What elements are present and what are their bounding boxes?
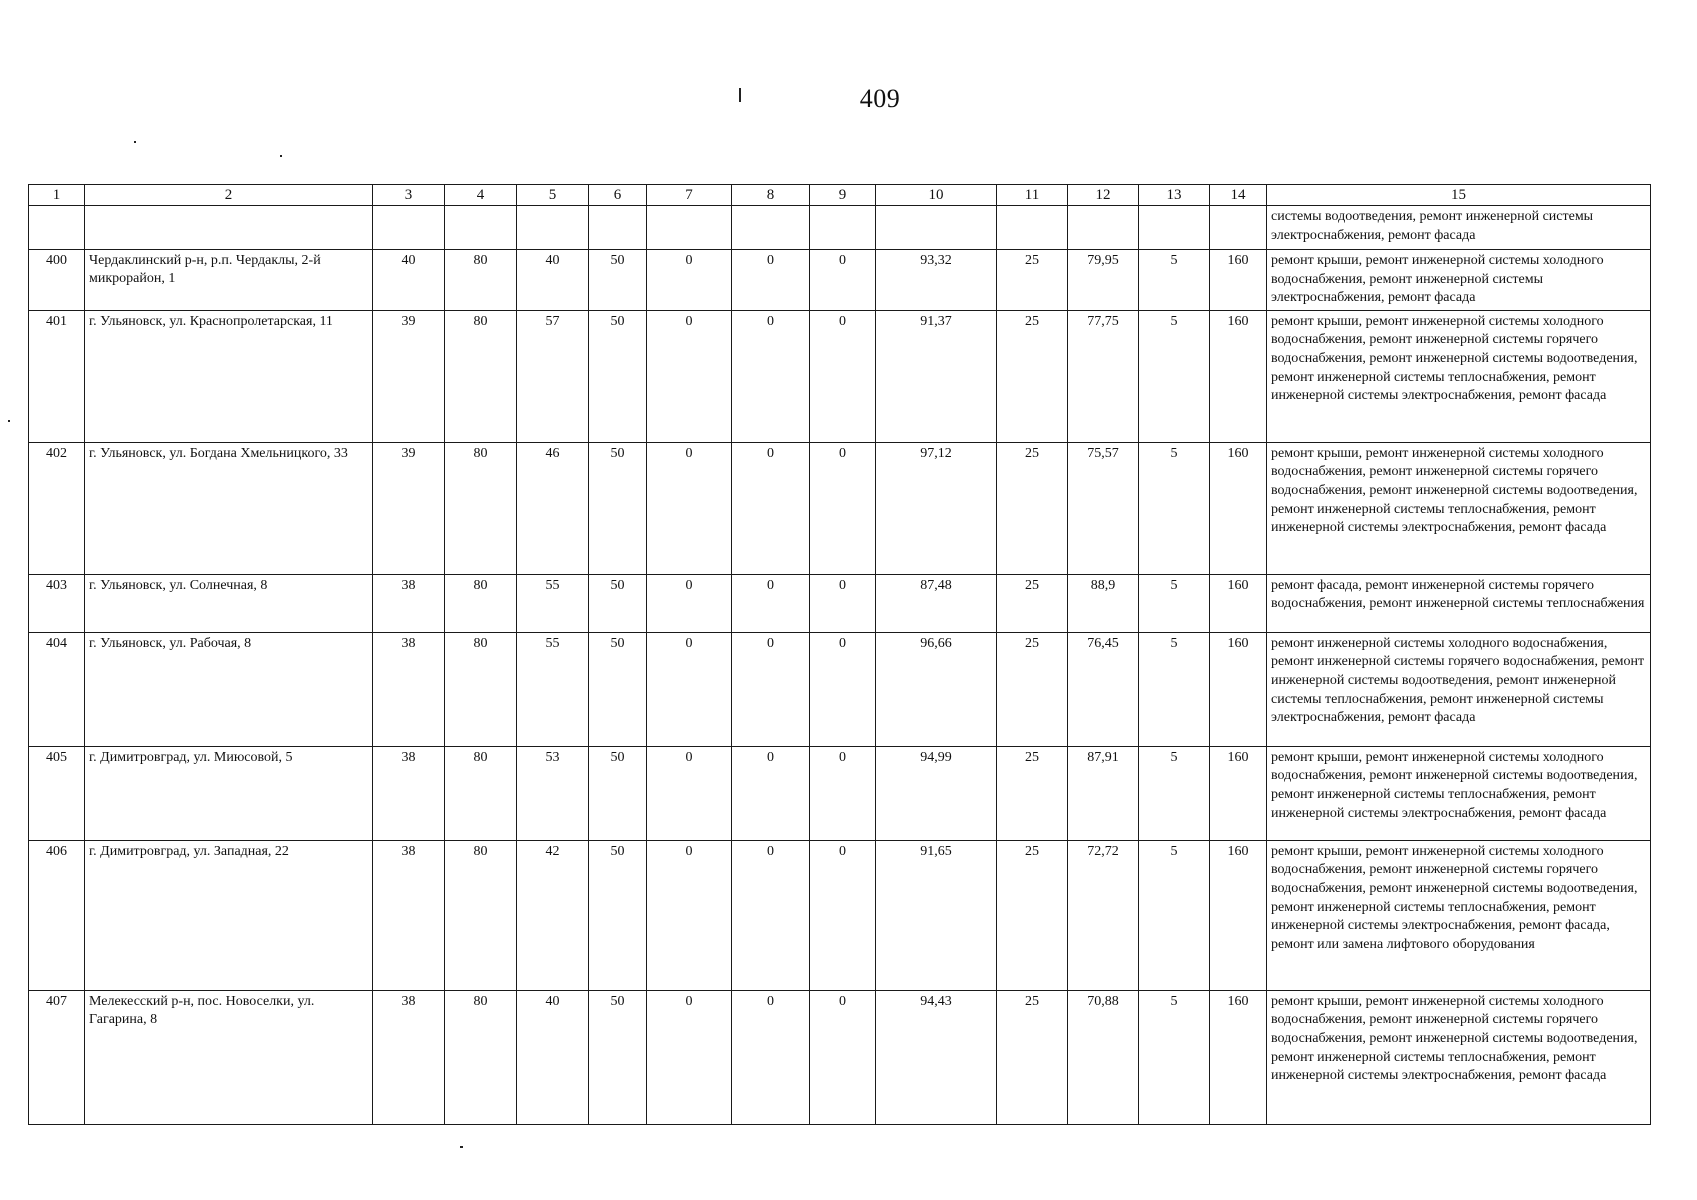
value-cell: 40 — [517, 250, 589, 311]
value-cell: 25 — [997, 840, 1068, 990]
value-cell: 0 — [732, 574, 810, 632]
scan-dot — [460, 1146, 463, 1148]
value-cell: 50 — [589, 990, 647, 1124]
value-cell: 39 — [373, 442, 445, 574]
continuation-row — [29, 206, 1651, 250]
value-cell: 42 — [517, 840, 589, 990]
table-row — [29, 442, 1651, 574]
value-cell: 80 — [445, 442, 517, 574]
value-cell: 88,9 — [1068, 574, 1139, 632]
value-cell: 5 — [1139, 574, 1210, 632]
value-cell: 76,45 — [1068, 632, 1139, 746]
works-cell: ремонт крыши, ремонт инженерной системы холодного водоснабжения, ремонт инженерной системы электроснабжения, ремонт фасада — [1267, 250, 1651, 311]
value-cell: 0 — [810, 990, 876, 1124]
value-cell: 80 — [445, 990, 517, 1124]
value-cell: 160 — [1210, 746, 1267, 840]
address-cell: Чердаклинский р-н, р.п. Чердаклы, 2-й микрорайон, 1 — [85, 250, 373, 311]
column-header: 4 — [445, 185, 517, 206]
value-cell: 0 — [647, 632, 732, 746]
value-cell: 93,32 — [876, 250, 997, 311]
value-cell: 80 — [445, 840, 517, 990]
value-cell: 50 — [589, 746, 647, 840]
value-cell: 5 — [1139, 632, 1210, 746]
value-cell: 0 — [810, 310, 876, 442]
value-cell: 0 — [647, 840, 732, 990]
value-cell: 80 — [445, 746, 517, 840]
column-header: 1 — [29, 185, 85, 206]
column-header: 8 — [732, 185, 810, 206]
table-row — [29, 310, 1651, 442]
value-cell: 38 — [373, 632, 445, 746]
value-cell: 39 — [373, 310, 445, 442]
value-cell: 0 — [732, 250, 810, 311]
address-cell: г. Ульяновск, ул. Солнечная, 8 — [85, 574, 373, 632]
value-cell: 80 — [445, 310, 517, 442]
value-cell: 5 — [1139, 310, 1210, 442]
value-cell: 40 — [373, 250, 445, 311]
value-cell: 5 — [1139, 250, 1210, 311]
value-cell: 0 — [732, 746, 810, 840]
value-cell: 50 — [589, 442, 647, 574]
value-cell: 5 — [1139, 840, 1210, 990]
address-cell: г. Ульяновск, ул. Богдана Хмельницкого, 33 — [85, 442, 373, 574]
column-header: 11 — [997, 185, 1068, 206]
value-cell: 160 — [1210, 840, 1267, 990]
value-cell: 50 — [589, 574, 647, 632]
value-cell: 0 — [810, 442, 876, 574]
value-cell: 55 — [517, 574, 589, 632]
empty-cell — [445, 206, 517, 250]
works-cell: ремонт крыши, ремонт инженерной системы холодного водоснабжения, ремонт инженерной системы водоотведения, ремонт инженерной системы теплоснабжения, ремонт инженерной системы электроснабжения, ремонт фасада — [1267, 746, 1651, 840]
works-cell: ремонт крыши, ремонт инженерной системы холодного водоснабжения, ремонт инженерной системы горячего водоснабжения, ремонт инженерной системы водоотведения, ремонт инженерной системы теплоснабжения, ремонт инженерной системы электроснабжения, ремонт фасада — [1267, 442, 1651, 574]
address-cell: г. Димитровград, ул. Миюсовой, 5 — [85, 746, 373, 840]
row-number: 406 — [29, 840, 85, 990]
value-cell: 40 — [517, 990, 589, 1124]
scan-dot — [134, 141, 136, 143]
value-cell: 25 — [997, 250, 1068, 311]
empty-cell — [517, 206, 589, 250]
row-number: 400 — [29, 250, 85, 311]
value-cell: 0 — [647, 250, 732, 311]
value-cell: 0 — [732, 310, 810, 442]
row-number: 402 — [29, 442, 85, 574]
value-cell: 5 — [1139, 990, 1210, 1124]
value-cell: 38 — [373, 746, 445, 840]
value-cell: 96,66 — [876, 632, 997, 746]
value-cell: 80 — [445, 574, 517, 632]
value-cell: 5 — [1139, 442, 1210, 574]
value-cell: 38 — [373, 840, 445, 990]
value-cell: 0 — [732, 442, 810, 574]
row-number: 405 — [29, 746, 85, 840]
value-cell: 91,37 — [876, 310, 997, 442]
value-cell: 50 — [589, 632, 647, 746]
value-cell: 70,88 — [1068, 990, 1139, 1124]
value-cell: 160 — [1210, 442, 1267, 574]
value-cell: 0 — [647, 990, 732, 1124]
works-cell: ремонт инженерной системы холодного водоснабжения, ремонт инженерной системы горячего водоснабжения, ремонт инженерной системы водоотведения, ремонт инженерной системы теплоснабжения, ремонт инженерной системы электроснабжения, ремонт фасада — [1267, 632, 1651, 746]
row-number: 401 — [29, 310, 85, 442]
value-cell: 87,48 — [876, 574, 997, 632]
row-number: 404 — [29, 632, 85, 746]
column-number-row — [29, 185, 1651, 206]
empty-cell — [997, 206, 1068, 250]
value-cell: 72,72 — [1068, 840, 1139, 990]
value-cell: 75,57 — [1068, 442, 1139, 574]
address-cell: г. Димитровград, ул. Западная, 22 — [85, 840, 373, 990]
value-cell: 25 — [997, 990, 1068, 1124]
empty-cell — [810, 206, 876, 250]
value-cell: 80 — [445, 632, 517, 746]
value-cell: 53 — [517, 746, 589, 840]
empty-cell — [29, 206, 85, 250]
repair-register-table — [28, 184, 1651, 1125]
works-continuation: системы водоотведения, ремонт инженерной системы электроснабжения, ремонт фасада — [1267, 206, 1651, 250]
value-cell: 91,65 — [876, 840, 997, 990]
column-header: 2 — [85, 185, 373, 206]
column-header: 14 — [1210, 185, 1267, 206]
value-cell: 50 — [589, 250, 647, 311]
works-cell: ремонт крыши, ремонт инженерной системы холодного водоснабжения, ремонт инженерной системы горячего водоснабжения, ремонт инженерной системы водоотведения, ремонт инженерной системы теплоснабжения, ремонт инженерной системы электроснабжения, ремонт фасада — [1267, 310, 1651, 442]
column-header: 9 — [810, 185, 876, 206]
value-cell: 0 — [647, 746, 732, 840]
address-cell: Мелекесский р-н, пос. Новоселки, ул. Гагарина, 8 — [85, 990, 373, 1124]
value-cell: 25 — [997, 310, 1068, 442]
value-cell: 160 — [1210, 632, 1267, 746]
value-cell: 25 — [997, 746, 1068, 840]
column-header: 7 — [647, 185, 732, 206]
column-header: 6 — [589, 185, 647, 206]
scan-dot — [8, 420, 10, 422]
value-cell: 160 — [1210, 310, 1267, 442]
column-header: 10 — [876, 185, 997, 206]
value-cell: 25 — [997, 632, 1068, 746]
value-cell: 94,43 — [876, 990, 997, 1124]
value-cell: 0 — [810, 746, 876, 840]
column-header: 15 — [1267, 185, 1651, 206]
value-cell: 79,95 — [1068, 250, 1139, 311]
empty-cell — [589, 206, 647, 250]
column-header: 12 — [1068, 185, 1139, 206]
table-row — [29, 574, 1651, 632]
column-header: 3 — [373, 185, 445, 206]
table-row — [29, 632, 1651, 746]
table-row — [29, 840, 1651, 990]
scan-dot — [280, 155, 282, 157]
value-cell: 0 — [732, 990, 810, 1124]
value-cell: 0 — [647, 574, 732, 632]
page-number: 409 — [859, 84, 901, 113]
value-cell: 0 — [647, 310, 732, 442]
value-cell: 0 — [732, 840, 810, 990]
column-header: 5 — [517, 185, 589, 206]
value-cell: 0 — [810, 250, 876, 311]
table-row — [29, 990, 1651, 1124]
empty-cell — [1210, 206, 1267, 250]
value-cell: 80 — [445, 250, 517, 311]
column-header: 13 — [1139, 185, 1210, 206]
value-cell: 55 — [517, 632, 589, 746]
value-cell: 50 — [589, 840, 647, 990]
empty-cell — [647, 206, 732, 250]
works-cell: ремонт крыши, ремонт инженерной системы холодного водоснабжения, ремонт инженерной системы горячего водоснабжения, ремонт инженерной системы водоотведения, ремонт инженерной системы теплоснабжения, ремонт инженерной системы электроснабжения, ремонт фасада — [1267, 990, 1651, 1124]
value-cell: 0 — [732, 632, 810, 746]
table-row — [29, 746, 1651, 840]
table-row — [29, 250, 1651, 311]
value-cell: 0 — [647, 442, 732, 574]
empty-cell — [1139, 206, 1210, 250]
value-cell: 0 — [810, 574, 876, 632]
value-cell: 25 — [997, 574, 1068, 632]
empty-cell — [1068, 206, 1139, 250]
value-cell: 38 — [373, 574, 445, 632]
value-cell: 50 — [589, 310, 647, 442]
value-cell: 38 — [373, 990, 445, 1124]
value-cell: 160 — [1210, 250, 1267, 311]
row-number: 403 — [29, 574, 85, 632]
empty-cell — [876, 206, 997, 250]
works-cell: ремонт крыши, ремонт инженерной системы холодного водоснабжения, ремонт инженерной системы горячего водоснабжения, ремонт инженерной системы водоотведения, ремонт инженерной системы теплоснабжения, ремонт инженерной системы электроснабжения, ремонт фасада, ремонт или замена лифтового оборудования — [1267, 840, 1651, 990]
address-cell: г. Ульяновск, ул. Краснопролетарская, 11 — [85, 310, 373, 442]
value-cell: 0 — [810, 840, 876, 990]
value-cell: 0 — [810, 632, 876, 746]
value-cell: 94,99 — [876, 746, 997, 840]
value-cell: 46 — [517, 442, 589, 574]
value-cell: 160 — [1210, 990, 1267, 1124]
value-cell: 87,91 — [1068, 746, 1139, 840]
value-cell: 77,75 — [1068, 310, 1139, 442]
empty-cell — [373, 206, 445, 250]
value-cell: 25 — [997, 442, 1068, 574]
value-cell: 57 — [517, 310, 589, 442]
value-cell: 97,12 — [876, 442, 997, 574]
value-cell: 5 — [1139, 746, 1210, 840]
address-cell: г. Ульяновск, ул. Рабочая, 8 — [85, 632, 373, 746]
works-cell: ремонт фасада, ремонт инженерной системы горячего водоснабжения, ремонт инженерной системы теплоснабжения — [1267, 574, 1651, 632]
empty-cell — [732, 206, 810, 250]
value-cell: 160 — [1210, 574, 1267, 632]
empty-cell — [85, 206, 373, 250]
row-number: 407 — [29, 990, 85, 1124]
